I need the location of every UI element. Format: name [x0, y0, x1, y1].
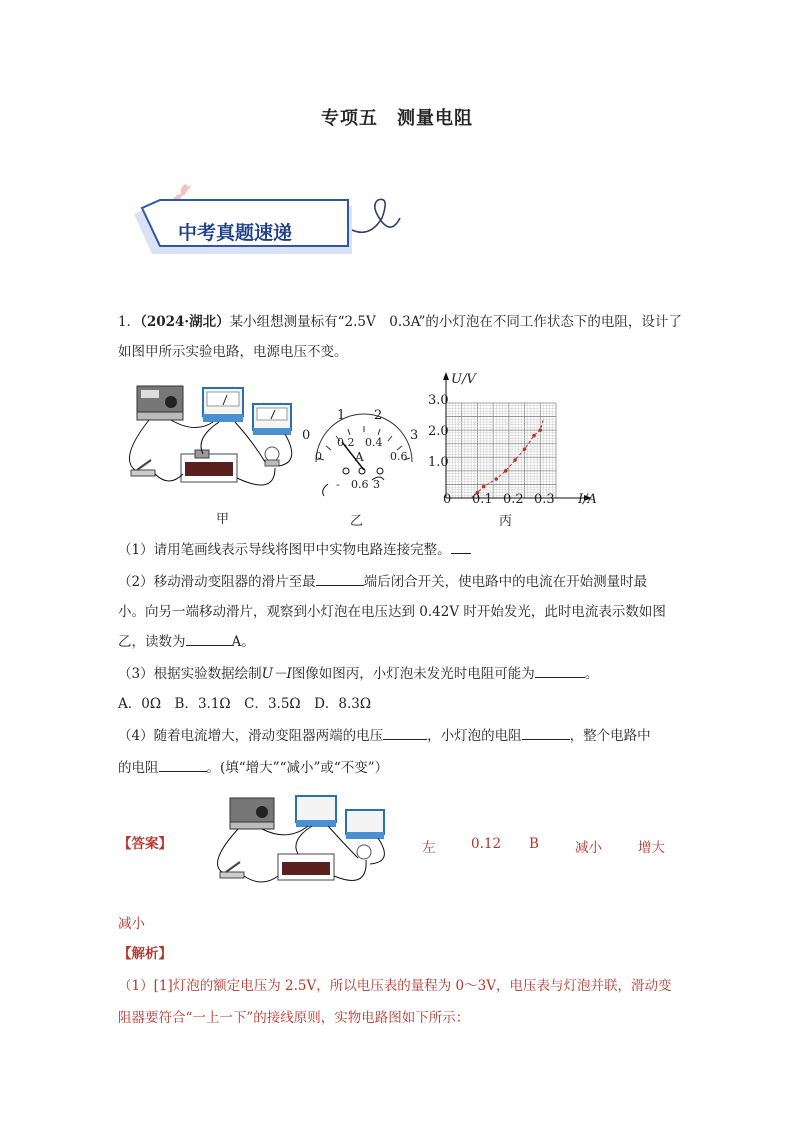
- part1-text: （1）请用笔画线表示导线将图甲中实物电路连接完整。: [118, 542, 451, 558]
- part4-text: 。(填“增大”“减小”或“不变”）: [206, 760, 389, 776]
- part3: [118, 664, 598, 684]
- data-point: [532, 434, 536, 438]
- graph-x-label: I/A: [578, 492, 597, 507]
- answer-blank: [383, 726, 427, 740]
- circuit-figure-jia: [125, 378, 305, 498]
- data-point: [513, 458, 517, 462]
- part3-options: A．0Ω B．3.1Ω C．3.5Ω D．8.3Ω: [118, 696, 372, 712]
- terminal-posts: [340, 464, 390, 478]
- terminal-label: -: [336, 478, 340, 491]
- part4-text: 的电阻: [118, 760, 159, 776]
- question-stem: 某小组想测量标有“2.5V 0.3A”的小灯泡在不同工作状态下的电阻，设计了: [229, 314, 682, 330]
- dial-bottom-tick: 0.4: [365, 436, 383, 449]
- graph-y-label: U/V: [451, 372, 476, 387]
- question-source: （2024·湖北）: [140, 314, 230, 330]
- dial-bottom-tick: 0.6: [390, 450, 408, 463]
- answer-blank: [535, 664, 585, 678]
- part4-text: ，整个电路中: [569, 728, 651, 744]
- part3-text: 。: [584, 666, 599, 682]
- analysis-label: 【解析】: [118, 946, 172, 962]
- dial-top-tick: 0: [302, 428, 311, 443]
- terminal-label: 0.6: [351, 478, 369, 491]
- part4-line2: [118, 758, 388, 778]
- part3-text: （3）根据实验数据绘制: [118, 666, 262, 682]
- answer-blank: [159, 758, 207, 772]
- part2-text: 端后闭合开关，使电路中的电流在开始测量时最: [363, 574, 648, 590]
- y-tick-label: 1.0: [428, 455, 449, 470]
- part2-line1: [118, 572, 647, 592]
- question-stem-line1: [118, 312, 682, 332]
- y-tick-label: 2.0: [428, 424, 449, 439]
- figure-caption-bing: 丙: [499, 514, 513, 529]
- data-point: [494, 477, 498, 481]
- data-point: [482, 485, 486, 489]
- data-point: [523, 447, 527, 451]
- dial-bottom-tick: 0: [315, 450, 322, 463]
- banner-label: 中考真题速递: [178, 222, 293, 244]
- answer-continuation: 减小: [118, 916, 145, 932]
- question-number: 1．: [118, 314, 141, 330]
- answer-blank: [522, 726, 570, 740]
- dial-top-tick: 3: [410, 428, 419, 443]
- x-tick-label: 0: [443, 492, 452, 507]
- figure-caption-yi: 乙: [350, 514, 364, 529]
- dial-unit: A: [355, 450, 364, 464]
- section-banner: [120, 178, 410, 258]
- page-title: 专项五 测量电阻: [321, 108, 473, 129]
- answer-item: 增大: [638, 840, 665, 856]
- y-tick-label: 3.0: [428, 393, 449, 408]
- part3-text: 图像如图丙，小灯泡未发光时电阻可能为: [291, 666, 535, 682]
- ui-graph: [430, 368, 600, 508]
- answer-item: 左: [422, 840, 436, 856]
- part1: [118, 540, 471, 560]
- terminal-label: 3: [373, 478, 380, 491]
- answer-item: 减小: [575, 840, 602, 856]
- dial-top-tick: 2: [374, 408, 383, 423]
- answer-label: 【答案】: [118, 836, 172, 852]
- figure-caption-jia: 甲: [216, 512, 230, 527]
- y-axis-arrow: [443, 372, 449, 380]
- part4-line1: [118, 726, 651, 746]
- answer-item: 0.12: [471, 836, 502, 852]
- data-point: [504, 469, 508, 473]
- answer-item: B: [529, 836, 539, 852]
- part2-text: A。: [231, 634, 255, 650]
- dial-top-tick: 1: [337, 408, 346, 423]
- x-tick-label: 0.1: [472, 492, 493, 507]
- question-stem-line2: 如图甲所示实验电路，电源电压不变。: [118, 344, 348, 360]
- part3-formula: U－I: [261, 666, 292, 682]
- part2-line2: 小。向另一端移动滑片，观察到小灯泡在电压达到 0.42V 时开始发光，此时电流表示数如图: [118, 604, 666, 620]
- part4-text: ，小灯泡的电阻: [427, 728, 522, 744]
- part2-text: 乙，读数为: [118, 634, 186, 650]
- data-point: [538, 428, 542, 432]
- power-supply-label: [141, 390, 159, 398]
- part2-text: （2）移动滑动变阻器的滑片至最: [118, 574, 316, 590]
- x-tick-label: 0.3: [534, 492, 555, 507]
- dial-bottom-tick: 0.2: [337, 436, 355, 449]
- part4-text: （4）随着电流增大，滑动变阻器两端的电压: [118, 728, 384, 744]
- analysis-line1: （1）[1]灯泡的额定电压为 2.5V，所以电压表的量程为 0～3V，电压表与灯泡并联，滑动变: [118, 978, 672, 994]
- answer-blank: [316, 572, 364, 586]
- answer-blank: [186, 632, 232, 646]
- power-knob: [165, 396, 177, 408]
- part2-line3: [118, 632, 255, 652]
- chart-grid: [446, 403, 556, 498]
- answer-circuit-figure: [208, 792, 398, 892]
- answer-blank: [451, 540, 471, 554]
- x-tick-label: 0.2: [503, 492, 524, 507]
- analysis-line2: 阻器要符合“一上一下”的接线原则，实物电路图如下所示：: [118, 1010, 470, 1026]
